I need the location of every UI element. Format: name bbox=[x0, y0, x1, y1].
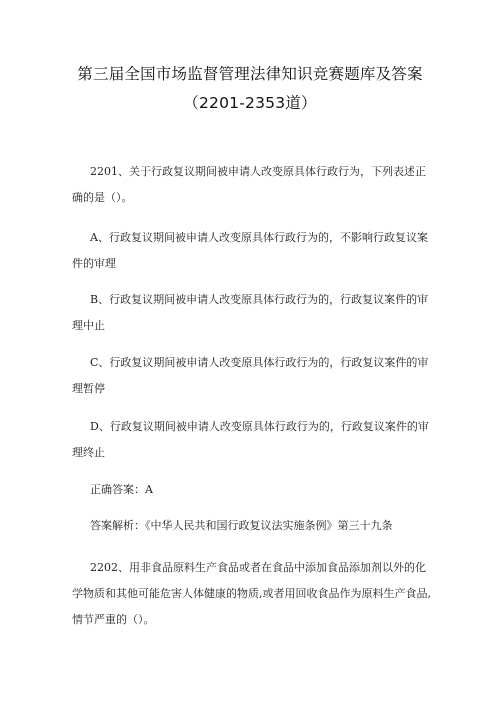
question-stem bbox=[72, 555, 460, 633]
option-line: 理暂停 bbox=[72, 382, 105, 395]
option-c bbox=[72, 350, 460, 402]
question-stem-line: 确的是（）。 bbox=[72, 191, 133, 204]
option-a bbox=[72, 225, 460, 277]
answer-explanation bbox=[72, 513, 460, 539]
option-line: 理中止 bbox=[72, 319, 105, 332]
answer-text: 正确答案：A bbox=[90, 483, 153, 496]
question-stem-line: 2202、用非食品原料生产食品或者在食品中添加食品添加剂以外的化 bbox=[90, 561, 426, 574]
option-line: B、行政复议期间被申请人改变原具体行政行为的，行政复议案件的审 bbox=[90, 293, 429, 306]
document-subtitle: （2201-2353道） bbox=[183, 94, 317, 112]
question-stem-line: 2201、关于行政复议期间被申请人改变原具体行政行为，下列表述正 bbox=[90, 165, 426, 178]
question-stem bbox=[72, 159, 460, 211]
option-line: A、行政复议期间被申请人改变原具体行政行为的，不影响行政复议案 bbox=[90, 231, 428, 244]
option-d bbox=[72, 414, 460, 466]
question-stem-line: 情节严重的（）。 bbox=[72, 613, 155, 626]
option-line: 理终止 bbox=[72, 446, 105, 459]
option-b bbox=[72, 287, 460, 339]
question-stem-line: 学物质和其他可能危害人体健康的物质,或者用回收食品作为原料生产食品, bbox=[72, 587, 431, 600]
document-title: 第三届全国市场监督管理法律知识竞赛题库及答案 bbox=[77, 65, 423, 83]
explanation-text: 答案解析：《中华人民共和国行政复议法实施条例》第三十九条 bbox=[90, 519, 393, 532]
option-line: D、行政复议期间被申请人改变原具体行政行为的，行政复议案件的审 bbox=[90, 420, 429, 433]
option-line: C、行政复议期间被申请人改变原具体行政行为的，行政复议案件的审 bbox=[90, 356, 429, 369]
correct-answer bbox=[72, 477, 460, 503]
option-line: 件的审理 bbox=[72, 257, 116, 270]
